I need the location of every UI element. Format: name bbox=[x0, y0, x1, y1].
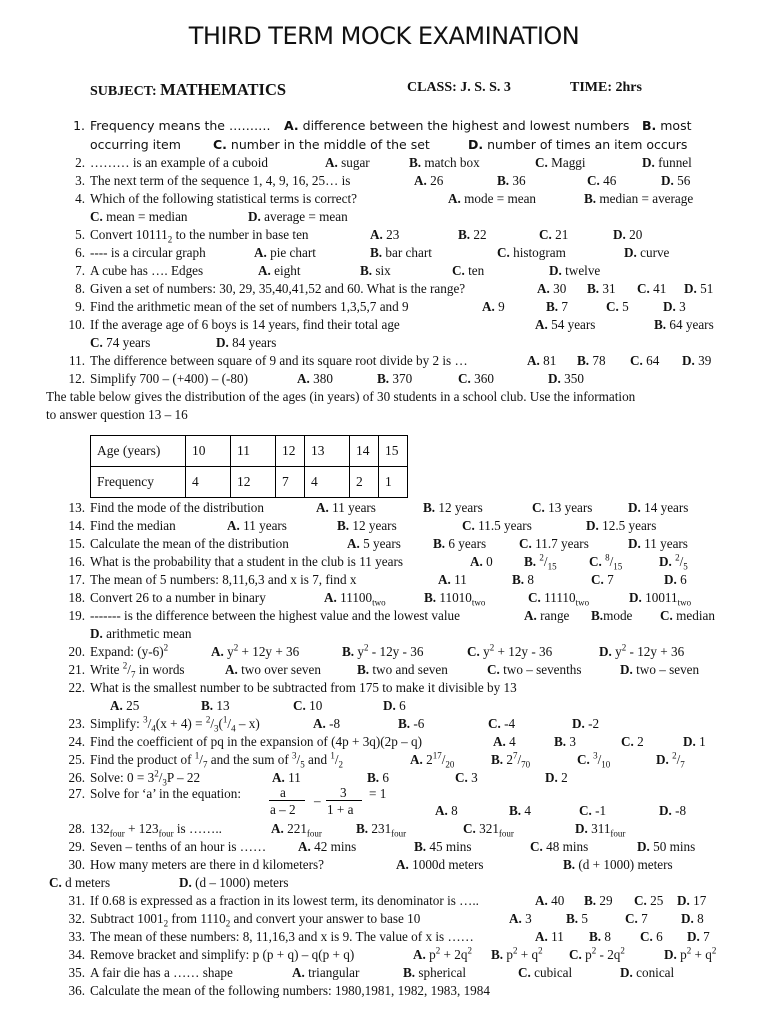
table-row-frequency: Frequency 4 12 7 4 2 1 bbox=[91, 467, 408, 498]
table-intro-line-1: The table below gives the distribution of the ages (in years) of 30 students in a school club. Use the information bbox=[46, 389, 636, 404]
table-row-ages: Age (years) 10 11 12 13 14 15 bbox=[91, 436, 408, 467]
subject-label: SUBJECT: bbox=[90, 84, 157, 99]
fraction-minus: – bbox=[314, 793, 321, 808]
class-field: CLASS: J. S. S. 3 bbox=[407, 80, 511, 95]
fraction-1-denominator: a – 2 bbox=[270, 802, 296, 817]
fraction-2-denominator: 1 + a bbox=[327, 802, 354, 817]
subject-field bbox=[90, 80, 286, 100]
age-frequency-table bbox=[90, 435, 408, 498]
fraction-2-numerator: 3 bbox=[340, 785, 347, 800]
subject-value: MATHEMATICS bbox=[160, 80, 287, 99]
fraction-1-bar bbox=[269, 800, 305, 801]
page-title: THIRD TERM MOCK EXAMINATION bbox=[188, 22, 580, 50]
fraction-2-bar bbox=[326, 800, 362, 801]
exam-page: THIRD TERM MOCK EXAMINATION SUBJECT: MATHEMATICS CLASS: J. S. S. 3 TIME: 2hrs 1. Frequency means the ………. A. difference between the highest and lowest numbers B. most occurring item C. number in the middle of the set D. number of times an item occurs 2. ……… is an example of a cuboid A. sugar B. match box C. Maggi D. funnel 3. The next term of the sequence 1, 4, 9, 16, 25… is A. 26 B. 36 C. 46 D. 56 4. Which of the following statistical terms is correct? A. mode = mean B. median = average C. mean = median D. average = mean 5. Convert $10111_2$ to the number in base ten A. 23 B. 22 C. 21 D. 20 6. ---- is a circular graph A. pie chart B. bar chart C. histogram D. curve 7. A cube has …. Edges A. eight B. six C. ten D. twelve 8. Given a set of numbers: 30, 29, 35,40,41,52 and 60. What is the range? A. 30 B. 31 C. 41 D. 51 9. Find the arithmetic mean of the set of numbers 1,3,5,7 and 9 A. 9 B. 7 C. 5 D. 3 10. If the average age of 6 boys is 14 years, find their total age A. 54 years B. 64 years C. 74 years D. 84 years 11. The difference between square of 9 and its square root divide by 2 is … A. 81 B. 78 C. 64 D. 39 12. Simplify 700 – (+400) – (-80) A. 380 B. 370 C. 360 D. 350 The table below gives the distribution of the ages (in years) of 30 students in a school club. Use the information to answer question 13 – 16 Age (years) 10 11 12 13 14 15 Frequency 4 12 7 4 2 1 13. Find the mode of the distribution A. 11 years B. 12 years C. 13 years D. 14 years 14. Find the median A. 11 years B. 12 years C. 11.5 years D. 12.5 years 15. Calculate the mean of the distribution A. 5 years B. 6 years C. 11.7 years D. 11 years 16. What is the probability that a student in the club is 11 years A. 0 B. $^2/_{15}$ C. $^8/_{15}$ D. $^2/_5$ 17. The mean of 5 numbers: 8,11,6,3 and x is 7, find x A. 11 B. 8 C. 7 D. 6 18. Convert 26 to a number in binary A. $11100_{two}$ B. $11010_{two}$ C. $11110_{two}$ D. $10011_{two}$ 19. ------- is the difference between the highest value and the lowest value A. range B.mode C. median D. arithmetic mean 20. Expand: $(y-6)^2$ A. $y^2 + 12y + 36$ B. $y^2 - 12y - 36$ C. $y^2 + 12y - 36$ D. $y^2 - 12y + 36$ 21. Write $^2/_7$ in words A. two over seven B. two and seven C. two – sevenths D. two – seven 22. What is the smallest number to be subtracted from 175 to make it divisible by 13 A. 25 B. 13 C. 10 D. 6 23. Simplify: $^3/_4(x + 4) = ^2/_3(^1/_4 - x)$ A. -8 B. -6 C. -4 D. -2 24. Find the coefficient of pq in the expansion of (4p + 3q)(2p – q) A. 4 B. 3 C. 2 D. 1 25. Find the product of $^1/_7$ and the sum of $^3/_5$ and $^1/_2$ A. $2^{17}/_{20}$ B. $2^7/_{70}$ C. $^3/_{10}$ D. $^2/_7$ 26. Solve: $0 = 3^2/_3P - 22$ A. 11 B. 6 C. 3 D. 2 27. Solve for ‘a’ in the equation: a a – 2 – 3 1 + a = 1 A. 8 B. 4 C. -1 D. -8 28. $132_{four} + 123_{four}$ is …….. A. $221_{four}$ B. $231_{four}$ C. $321_{four}$ D. $311_{four}$ 29. Seven – tenths of an hour is …… A. 42 mins B. 45 mins C. 48 mins D. 50 mins 30. How many meters are there in d kilometers? A. 1000d meters B. (d + 1000) meters C. d meters D. (d – 1000) meters 31. If 0.68 is expressed as a fraction in its lowest term, its denominator is ….. A. 40 B. 29 C. 25 D. 17 32. Subtract $1001_2$ from $1110_2$ and convert your answer to base 10 A. 3 B. 5 C. 7 D. 8 33. The mean of these numbers: 8, 11,16,3 and x is 9. The value of x is …… A. 11 B. 8 C. 6 D. 7 34. Remove bracket and simplify: p (p + q) – q(p + q) A. $p^2 + 2q^2$ B. $p^2 + q^2$ C. $p^2 - 2q^2$ D. $p^2 + q^2$ 35. A fair die has a …… shape A. triangular B. spherical C. cubical D. conical 36. Calculate the mean of the following numbers: 1980,1981, 1982, 1983, 1984 bbox=[0, 0, 768, 1024]
equation-rhs: = 1 bbox=[369, 786, 387, 801]
table-intro-line-2: to answer question 13 – 16 bbox=[46, 407, 188, 422]
time-field: TIME: 2hrs bbox=[570, 80, 642, 95]
fraction-1-numerator: a bbox=[280, 785, 286, 800]
